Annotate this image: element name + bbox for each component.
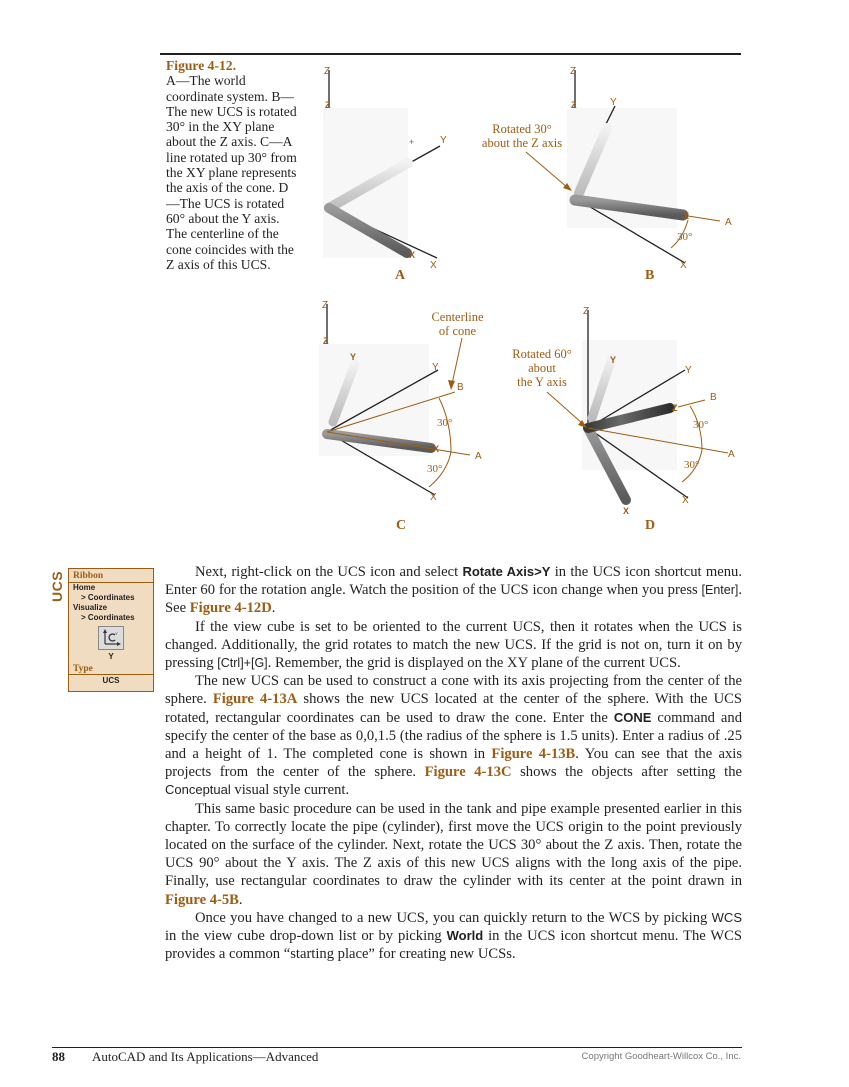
svg-text:Y: Y bbox=[115, 631, 118, 636]
angle-label-1: 30° bbox=[693, 419, 709, 431]
x-axis-label: X bbox=[430, 260, 437, 271]
text: This same basic procedure can be used in the tank and pipe example presented earlier in this chapter. To correctly locate the pipe (cylinder), first move the UCS origin to the point previously located on the surface of the cylinder. Next, rotate the UCS 30° about the Z axis. Then, rotate the UCS 90° about the Y axis. The Z axis of this new UCS aligns with the long axis of the pipe. Finally, use rectangular coordinates to draw the cylinder with its center at the point drawn in bbox=[165, 800, 742, 890]
ribbon-path-coordinates: > Coordinates bbox=[81, 593, 135, 602]
copyright: Copyright Goodheart-Willcox Co., Inc. bbox=[581, 1051, 741, 1062]
figure-reference: Figure 4-12D bbox=[189, 600, 272, 617]
figure-reference: Figure 4-13C bbox=[424, 764, 512, 781]
ribbon-heading: Ribbon bbox=[69, 569, 153, 583]
x-marker: X bbox=[409, 250, 416, 260]
text: Once you have changed to a new UCS, you can quickly return to the WCS by picking bbox=[195, 909, 712, 926]
callout-line: about bbox=[528, 361, 556, 375]
y-axis-label: Y bbox=[685, 365, 692, 376]
y-axis-label: Y bbox=[610, 97, 617, 108]
z-marker: Z bbox=[571, 100, 577, 110]
callout-line: the Y axis bbox=[517, 375, 567, 389]
y-marker: Y bbox=[610, 355, 617, 365]
text: shows the new UCS located at the center of the sphere. With the UCS rotated, rectangular coordinates can be used to draw the cone. Enter the bbox=[165, 691, 743, 726]
paragraph bbox=[165, 618, 742, 673]
text: . See bbox=[165, 582, 742, 617]
ribbon-path-home: Home bbox=[73, 583, 96, 592]
label-a: A bbox=[728, 449, 735, 460]
paragraph bbox=[165, 672, 742, 799]
y-marker: + bbox=[409, 137, 415, 147]
x-marker: X bbox=[433, 444, 440, 454]
callout-line: about the Z axis bbox=[481, 136, 563, 150]
z-axis-label: Z bbox=[583, 306, 590, 317]
text: in the UCS icon shortcut menu. The WCS provides a common “starting place” for creating new UCSs. bbox=[165, 928, 742, 963]
text: . You can see that the axis projects from the center of the sphere. bbox=[165, 746, 742, 781]
figure-number: Figure 4-12. bbox=[166, 58, 236, 73]
z-marker: Z bbox=[323, 336, 329, 346]
x-axis-label: X bbox=[682, 495, 689, 506]
key-reference: [Enter] bbox=[701, 583, 739, 598]
label-b: B bbox=[457, 382, 464, 393]
text: in the UCS icon shortcut menu. Enter 60 for the rotation angle. Watch the position of the UCS icon change when you press bbox=[165, 564, 742, 599]
ribbon-path-visualize: Visualize bbox=[73, 603, 108, 612]
text: visual style current. bbox=[230, 782, 350, 799]
x-axis-label: X bbox=[680, 260, 687, 271]
key-reference: [Ctrl]+[G] bbox=[217, 656, 268, 671]
ucs-rotate-y-icon bbox=[98, 626, 124, 650]
figure-reference: Figure 4-13B bbox=[491, 746, 576, 763]
panel-letter-d: D bbox=[645, 518, 656, 533]
command-name: UCS bbox=[102, 676, 120, 685]
text: The new UCS can be used to construct a cone with its axis projecting from the center of the sphere. bbox=[165, 673, 742, 708]
book-title: AutoCAD and Its Applications—Advanced bbox=[92, 1049, 319, 1064]
ribbon-sidebar bbox=[68, 568, 154, 692]
callout-arrow-c bbox=[440, 336, 470, 396]
paragraph bbox=[165, 909, 742, 964]
line-b bbox=[678, 400, 705, 407]
paragraph bbox=[165, 563, 742, 618]
y-axis-label: Y bbox=[432, 362, 439, 373]
label-a: A bbox=[725, 217, 732, 228]
x-marker: X bbox=[683, 211, 690, 221]
ui-reference: Conceptual bbox=[165, 782, 231, 798]
z-axis-label: Z bbox=[322, 300, 329, 311]
figure-panel-a bbox=[305, 58, 465, 273]
callout-d bbox=[502, 347, 582, 389]
text: in the view cube drop-down list or by picking bbox=[165, 928, 447, 945]
callout-b bbox=[476, 122, 568, 150]
line-a bbox=[688, 216, 720, 221]
figure-caption bbox=[166, 58, 301, 272]
text: . bbox=[271, 600, 276, 617]
x-axis-label: X bbox=[430, 492, 437, 503]
callout-line: Rotated 60° bbox=[512, 347, 572, 361]
z-axis-label: Z bbox=[324, 66, 331, 77]
top-rule bbox=[160, 53, 741, 55]
angle-label-2: 30° bbox=[684, 459, 700, 471]
text: . Remember, the grid is displayed on the XY plane of the current UCS. bbox=[267, 655, 681, 672]
paragraph bbox=[165, 800, 742, 909]
figure-caption-text: A—The world coordinate system. B—The new UCS is rotated 30° in the XY plane about the Z axis. C—A line rotated up 30° from the XY plane represents the axis of the cone. D—The UCS is rotated 60° about the Y axis. The centerline of the cone coincides with the Z axis of this UCS. bbox=[166, 73, 297, 272]
sidebar-side-label: UCS bbox=[49, 570, 65, 602]
panel-letter-c: C bbox=[396, 518, 407, 533]
text: If the view cube is set to be oriented to the current UCS, then it rotates when the UCS is changed. Additionally, the grid rotates to match the new UCS. If the grid is not on, turn it on by pressing bbox=[165, 618, 742, 672]
z-marker: Z bbox=[672, 403, 678, 413]
callout-arrow-d bbox=[545, 390, 595, 435]
type-heading: Type bbox=[69, 664, 153, 675]
footer-rule bbox=[52, 1047, 742, 1048]
menu-command: World bbox=[446, 928, 484, 944]
z-axis-label: Z bbox=[570, 66, 577, 77]
text: Next, right-click on the UCS icon and select bbox=[195, 564, 463, 580]
z-marker: Z bbox=[325, 100, 331, 110]
label-a: A bbox=[475, 451, 482, 462]
label-b: B bbox=[710, 392, 717, 403]
command-reference: CONE bbox=[613, 709, 652, 725]
callout-c bbox=[425, 310, 490, 338]
callout-line: Centerline bbox=[431, 310, 484, 324]
figure-panel-b bbox=[555, 58, 745, 273]
text: . bbox=[238, 891, 243, 908]
panel-letter-b: B bbox=[645, 268, 655, 283]
angle-label-1: 30° bbox=[437, 417, 453, 429]
callout-arrow-b bbox=[520, 148, 580, 198]
figure-reference: Figure 4-5B bbox=[165, 891, 239, 908]
page-number: 88 bbox=[52, 1049, 65, 1064]
text: command and specify the center of the base as 0,0,1.5 (the radius of the sphere is 1.5 units). Enter a radius of .25 and a height of 1. The completed cone is shown in bbox=[165, 709, 742, 763]
y-axis-label: Y bbox=[440, 135, 447, 146]
callout-line: Rotated 30° bbox=[492, 122, 552, 136]
figure-reference: Figure 4-13A bbox=[212, 691, 298, 708]
body-text bbox=[165, 563, 742, 963]
ui-reference: WCS bbox=[711, 909, 742, 925]
angle-label-2: 30° bbox=[427, 463, 443, 475]
menu-command: Rotate Axis>Y bbox=[462, 564, 551, 579]
panel-letter-a: A bbox=[395, 268, 406, 283]
y-marker: Y bbox=[350, 352, 357, 362]
ribbon-path-coordinates: > Coordinates bbox=[81, 613, 135, 622]
text: shows the objects after setting the bbox=[511, 764, 742, 781]
icon-caption: Y bbox=[108, 652, 114, 661]
angle-label: 30° bbox=[677, 231, 693, 243]
callout-line: of cone bbox=[438, 324, 477, 338]
x-marker: X bbox=[623, 506, 630, 515]
